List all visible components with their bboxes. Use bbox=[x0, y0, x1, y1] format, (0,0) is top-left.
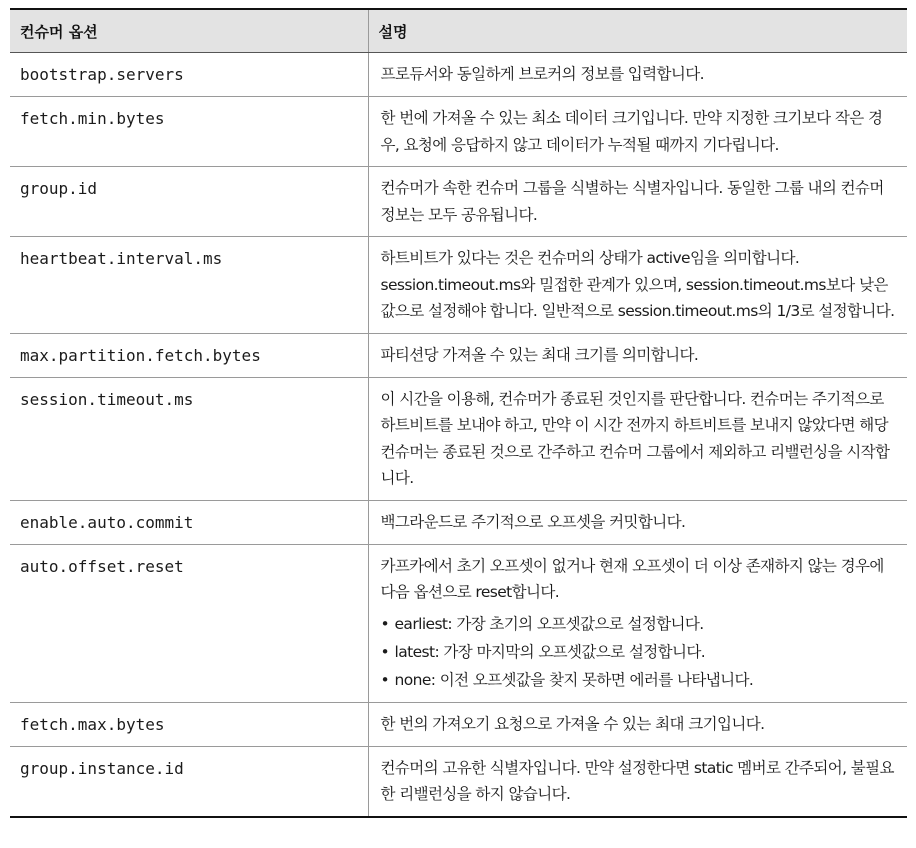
list-item bbox=[381, 638, 896, 666]
table-row bbox=[10, 702, 907, 746]
option-name: max.partition.fetch.bytes bbox=[10, 333, 368, 377]
option-values-list bbox=[381, 610, 896, 694]
table-row bbox=[10, 97, 907, 167]
bullet-icon: • bbox=[380, 614, 390, 633]
option-description: 컨슈머가 속한 컨슈머 그룹을 식별하는 식별자입니다. 동일한 그룹 내의 컨슈머 정보는 모두 공유됩니다. bbox=[368, 167, 907, 237]
header-row bbox=[10, 9, 907, 53]
table-row bbox=[10, 167, 907, 237]
header-description: 설명 bbox=[368, 9, 907, 53]
option-name: heartbeat.interval.ms bbox=[10, 237, 368, 334]
header-option: 컨슈머 옵션 bbox=[10, 9, 368, 53]
option-description: 한 번의 가져오기 요청으로 가져올 수 있는 최대 크기입니다. bbox=[368, 702, 907, 746]
bullet-icon: • bbox=[380, 670, 390, 689]
option-description: 카프카에서 초기 오프셋이 없거나 현재 오프셋이 더 이상 존재하지 않는 경우에 다음 옵션으로 reset합니다. bbox=[380, 556, 884, 601]
option-description: 파티션당 가져올 수 있는 최대 크기를 의미합니다. bbox=[368, 333, 907, 377]
table-row bbox=[10, 544, 907, 702]
table-row bbox=[10, 746, 907, 817]
table-row bbox=[10, 377, 907, 500]
option-description: 한 번에 가져올 수 있는 최소 데이터 크기입니다. 만약 지정한 크기보다 작은 경우, 요청에 응답하지 않고 데이터가 누적될 때까지 기다립니다. bbox=[368, 97, 907, 167]
consumer-options-table bbox=[10, 8, 907, 818]
table-row bbox=[10, 237, 907, 334]
bullet-icon: • bbox=[380, 642, 390, 661]
list-item bbox=[381, 666, 896, 694]
option-description: 백그라운드로 주기적으로 오프셋을 커밋합니다. bbox=[368, 500, 907, 544]
option-name: fetch.max.bytes bbox=[10, 702, 368, 746]
option-description: 프로듀서와 동일하게 브로커의 정보를 입력합니다. bbox=[368, 53, 907, 97]
table-row bbox=[10, 53, 907, 97]
option-description: 컨슈머의 고유한 식별자입니다. 만약 설정한다면 static 멤버로 간주되어, 불필요한 리밸런싱을 하지 않습니다. bbox=[368, 746, 907, 817]
option-description: 이 시간을 이용해, 컨슈머가 종료된 것인지를 판단합니다. 컨슈머는 주기적으로 하트비트를 보내야 하고, 만약 이 시간 전까지 하트비트를 보내지 않았다면 해당 컨슈머는 종료된 것으로 간주하고 컨슈머 그룹에서 제외하고 리밸런싱을 시작합니다. bbox=[368, 377, 907, 500]
option-name: session.timeout.ms bbox=[10, 377, 368, 500]
option-value-text: earliest: 가장 초기의 오프셋값으로 설정합니다. bbox=[394, 614, 704, 633]
option-name: group.instance.id bbox=[20, 758, 184, 778]
option-name: bootstrap.servers bbox=[10, 53, 368, 97]
option-name: fetch.min.bytes bbox=[10, 97, 368, 167]
option-description: 하트비트가 있다는 것은 컨슈머의 상태가 active임을 의미합니다. session.timeout.ms와 밀접한 관계가 있으며, session.timeout.ms보다 낮은 값으로 설정해야 합니다. 일반적으로 session.timeout.ms의 1/3로 설정합니다. bbox=[368, 237, 907, 334]
option-name: enable.auto.commit bbox=[10, 500, 368, 544]
table-header bbox=[10, 9, 907, 53]
option-name: group.id bbox=[10, 167, 368, 237]
option-name: auto.offset.reset bbox=[10, 544, 368, 702]
table-row bbox=[10, 500, 907, 544]
option-value-text: none: 이전 오프셋값을 찾지 못하면 에러를 나타냅니다. bbox=[394, 670, 754, 689]
option-description-cell bbox=[368, 544, 907, 702]
table-body bbox=[10, 53, 907, 817]
list-item bbox=[381, 610, 896, 638]
table-row bbox=[10, 333, 907, 377]
option-value-text: latest: 가장 마지막의 오프셋값으로 설정합니다. bbox=[394, 642, 706, 661]
